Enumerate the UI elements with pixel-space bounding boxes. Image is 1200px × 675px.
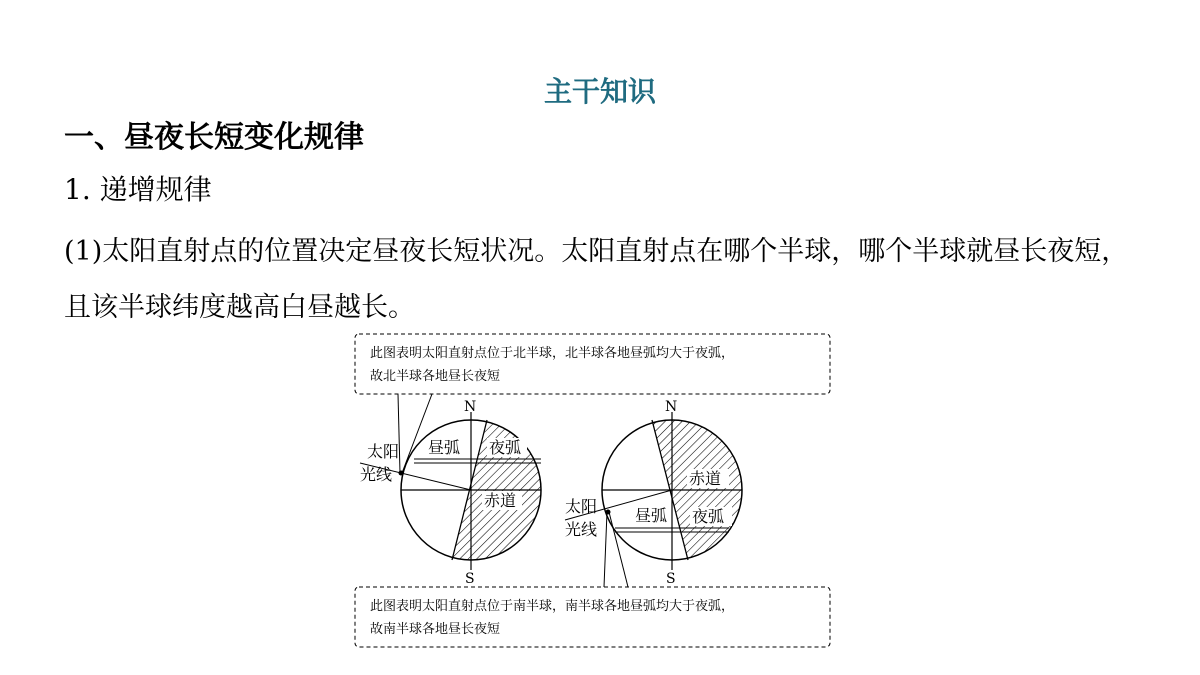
globe-north-summer	[360, 399, 560, 587]
note-bottom-line1: 此图表明太阳直射点位于南半球，南半球各地昼弧均大于夜弧，	[370, 599, 735, 614]
subsolar-point-left	[399, 471, 404, 476]
sun-label-right-2: 光线	[565, 520, 598, 539]
north-label-left: N	[464, 399, 477, 415]
note-bottom-line2: 故南半球各地昼长夜短	[370, 622, 501, 637]
sun-label-left-2: 光线	[360, 465, 393, 484]
note-box-bottom	[355, 587, 830, 647]
note-top-line1: 此图表明太阳直射点位于北半球，北半球各地昼弧均大于夜弧，	[370, 346, 735, 361]
leader-line-bottom-b	[609, 512, 628, 587]
subsection-heading: 1. 递增规律	[64, 173, 212, 206]
south-label-left: S	[465, 571, 475, 587]
south-label-right: S	[666, 571, 676, 587]
leader-line-top-a	[398, 394, 400, 473]
equator-label-left: 赤道	[484, 491, 517, 510]
slide-title: 主干知识	[543, 75, 656, 108]
night-arc-label-left: 夜弧	[489, 438, 522, 457]
sun-label-left-1: 太阳	[367, 442, 400, 461]
note-box-top	[355, 334, 830, 394]
globe-south-summer	[565, 399, 760, 587]
night-arc-label-right: 夜弧	[692, 507, 725, 526]
day-arc-label-left: 昼弧	[428, 438, 461, 457]
sun-label-right-1: 太阳	[565, 497, 598, 516]
leader-line-bottom-a	[604, 512, 607, 587]
section-heading: 一、昼夜长短变化规律	[64, 120, 364, 155]
subsolar-point-right	[606, 510, 611, 515]
body-paragraph: (1)太阳直射点的位置决定昼夜长短状况。太阳直射点在哪个半球，哪个半球就昼长夜短，且该半球纬度越高白昼越长。	[64, 236, 1129, 323]
note-top-line2: 故北半球各地昼长夜短	[370, 369, 501, 384]
day-arc-label-right: 昼弧	[635, 506, 668, 525]
equator-label-right: 赤道	[689, 469, 722, 488]
north-label-right: N	[665, 399, 678, 415]
